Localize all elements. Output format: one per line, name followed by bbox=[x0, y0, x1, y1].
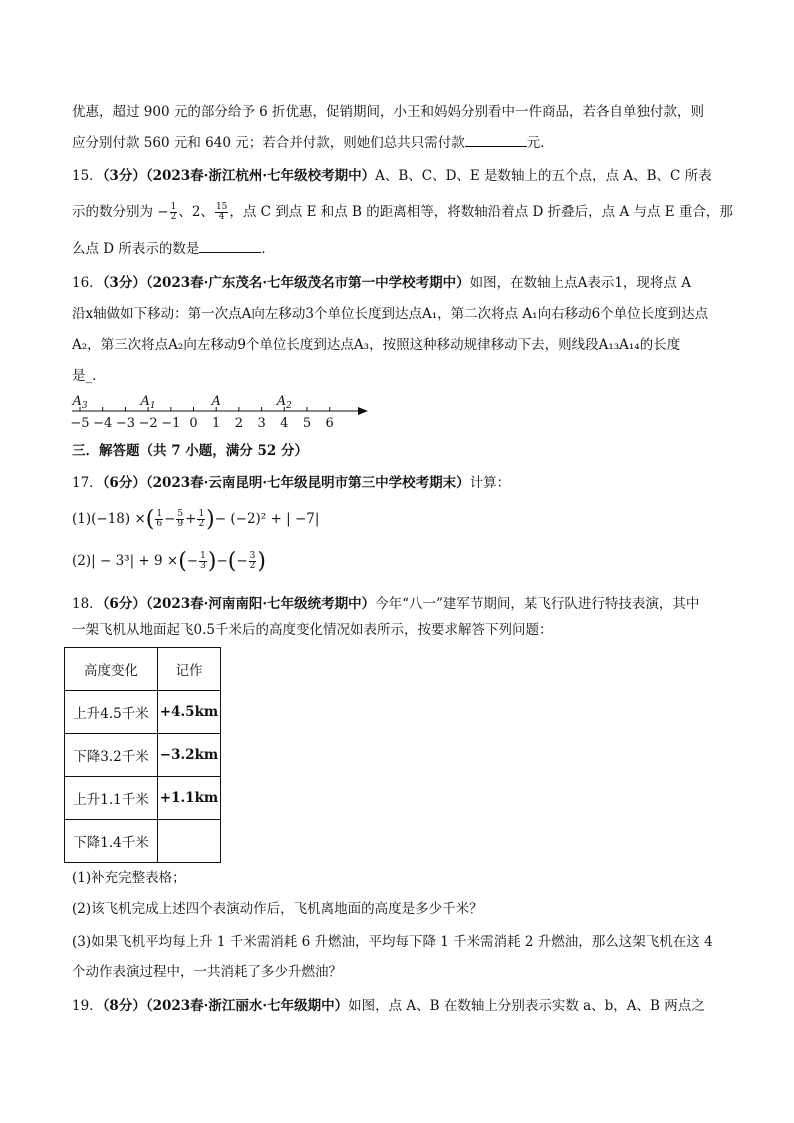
fraction-half: $\frac{1}{2}$ bbox=[170, 202, 177, 222]
table-header-row bbox=[65, 648, 221, 691]
table-header-cell: 高度变化 bbox=[65, 648, 158, 691]
number-line-tick-label: −5 bbox=[70, 416, 90, 431]
table-cell: 下降1.4千米 bbox=[65, 820, 158, 863]
q15-line2: 示的数分别为 − $\frac{1}{2}$ 、2、 $\frac{15}{4}$ ，点 C 到点 E 和点 B 的距离相等，将数轴沿着点 D 折叠后，点 A 与点 E 重合，那 bbox=[72, 202, 733, 222]
q18-sub-1: (1)补充完整表格； bbox=[72, 870, 186, 886]
number-line-point-label: $A_2$ bbox=[276, 394, 292, 411]
q16-line4: 是_． bbox=[72, 368, 106, 384]
q17-line1: 17．（6分）（2023春·云南昆明·七年级昆明市第三中学校考期末）计算： bbox=[72, 475, 511, 491]
q18-line2: 一架飞机从地面起飞0.5千米后的高度变化情况如表所示，按要求解答下列问题： bbox=[72, 622, 553, 638]
number-line-tick-label: 3 bbox=[257, 416, 266, 431]
number-line-tick-label: −2 bbox=[138, 416, 158, 431]
number-line-tick-label: 6 bbox=[325, 416, 334, 431]
table-cell: +1.1km bbox=[158, 777, 221, 820]
fraction-15-4: $\frac{15}{4}$ bbox=[215, 202, 228, 222]
number-line-figure bbox=[68, 390, 378, 434]
number-line-tick-label: −4 bbox=[93, 416, 113, 431]
axis-arrow-icon bbox=[358, 407, 368, 415]
q14-line2: 应分别付款 560 元和 640 元；若合并付款，则她们总共只需付款 元． bbox=[72, 132, 734, 153]
q18-sub-3a: (3)如果飞机平均每上升 1 千米需消耗 6 升燃油，平均每下降 1 千米需消耗 2 升燃油，那么这架飞机在这 4 bbox=[72, 934, 713, 950]
table-row bbox=[65, 734, 221, 777]
q17-expression-1: (1)(−18) ×( $\frac{1}{6}$ − $\frac{5}{9}$ + $\frac{1}{2}$ )− (−2)² + | −7| bbox=[72, 507, 320, 532]
number-line-tick-label: −3 bbox=[115, 416, 135, 431]
q18-sub-2: (2)该飞机完成上述四个表演动作后，飞机离地面的高度是多少千米？ bbox=[72, 901, 483, 917]
table-cell: −3.2km bbox=[158, 734, 221, 777]
number-line-point-label: $A_1$ bbox=[140, 394, 156, 411]
answer-blank[interactable] bbox=[465, 132, 527, 147]
table-header-cell: 记作 bbox=[158, 648, 221, 691]
section-heading: 三．解答题（共 7 小题，满分 52 分） bbox=[72, 443, 308, 459]
number-line-tick-label: 2 bbox=[234, 416, 244, 431]
table-row bbox=[65, 777, 221, 820]
number-line-point-label: A bbox=[211, 394, 221, 409]
q16-line3: A₂，第三次将点A₂向左移动9个单位长度到达点A₃，按照这种移动规律移动下去，则线段A₁₃A₁₄的长度 bbox=[72, 337, 681, 353]
number-line-point-label: $A_3$ bbox=[72, 394, 88, 411]
q14-line1: 优惠，超过 900 元的部分给予 6 折优惠，促销期间，小王和妈妈分别看中一件商品，若各自单独付款，则 bbox=[72, 104, 705, 120]
q18-line1: 18．（6分）（2023春·河南南阳·七年级统考期中）今年“八一”建军节期间，某飞行队进行特技表演，其中 bbox=[72, 596, 700, 612]
table-row bbox=[65, 820, 221, 863]
table-row bbox=[65, 691, 221, 734]
q18-sub-3b: 个动作表演过程中，一共消耗了多少升燃油？ bbox=[72, 964, 342, 980]
q16-line2: 沿x轴做如下移动：第一次点A向左移动3个单位长度到达点A₁，第二次将点 A₁向右移动6个单位长度到达点 bbox=[72, 306, 709, 322]
table-cell: 上升4.5千米 bbox=[65, 691, 158, 734]
number-line-tick-label: −1 bbox=[161, 416, 181, 431]
number-line-tick-label: 0 bbox=[189, 416, 198, 431]
table-cell: 下降3.2千米 bbox=[65, 734, 158, 777]
q16-line1: 16．（3分）（2023春·广东茂名·七年级茂名市第一中学校考期中）如图，在数轴上点A表示1，现将点 A bbox=[72, 275, 691, 291]
number-line-tick-label: 5 bbox=[302, 416, 312, 431]
q15-line3: 么点 D 所表示的数是 ． bbox=[72, 238, 734, 259]
table-cell: +4.5km bbox=[158, 691, 221, 734]
number-line-tick-label: 1 bbox=[212, 416, 221, 431]
number-line-points bbox=[71, 394, 292, 411]
number-line-tick-label: 4 bbox=[280, 416, 289, 431]
answer-blank[interactable] bbox=[199, 238, 261, 253]
q19-line1: 19．（8分）（2023春·浙江丽水·七年级期中）如图，点 A、B 在数轴上分别表示实数 a、b，A、B 两点之 bbox=[72, 998, 705, 1014]
altitude-change-table bbox=[64, 647, 221, 863]
table-cell: 上升1.1千米 bbox=[65, 777, 158, 820]
table-cell-empty[interactable] bbox=[158, 820, 221, 863]
q17-expression-2: (2)| − 3³| + 9 ×(− $\frac{1}{3}$ )−(− $\frac{3}{2}$ ) bbox=[72, 549, 266, 574]
q15-line1: 15．（3分）（2023春·浙江杭州·七年级校考期中）A、B、C、D、E 是数轴上的五个点，点 A、B、C 所表 bbox=[72, 168, 712, 184]
